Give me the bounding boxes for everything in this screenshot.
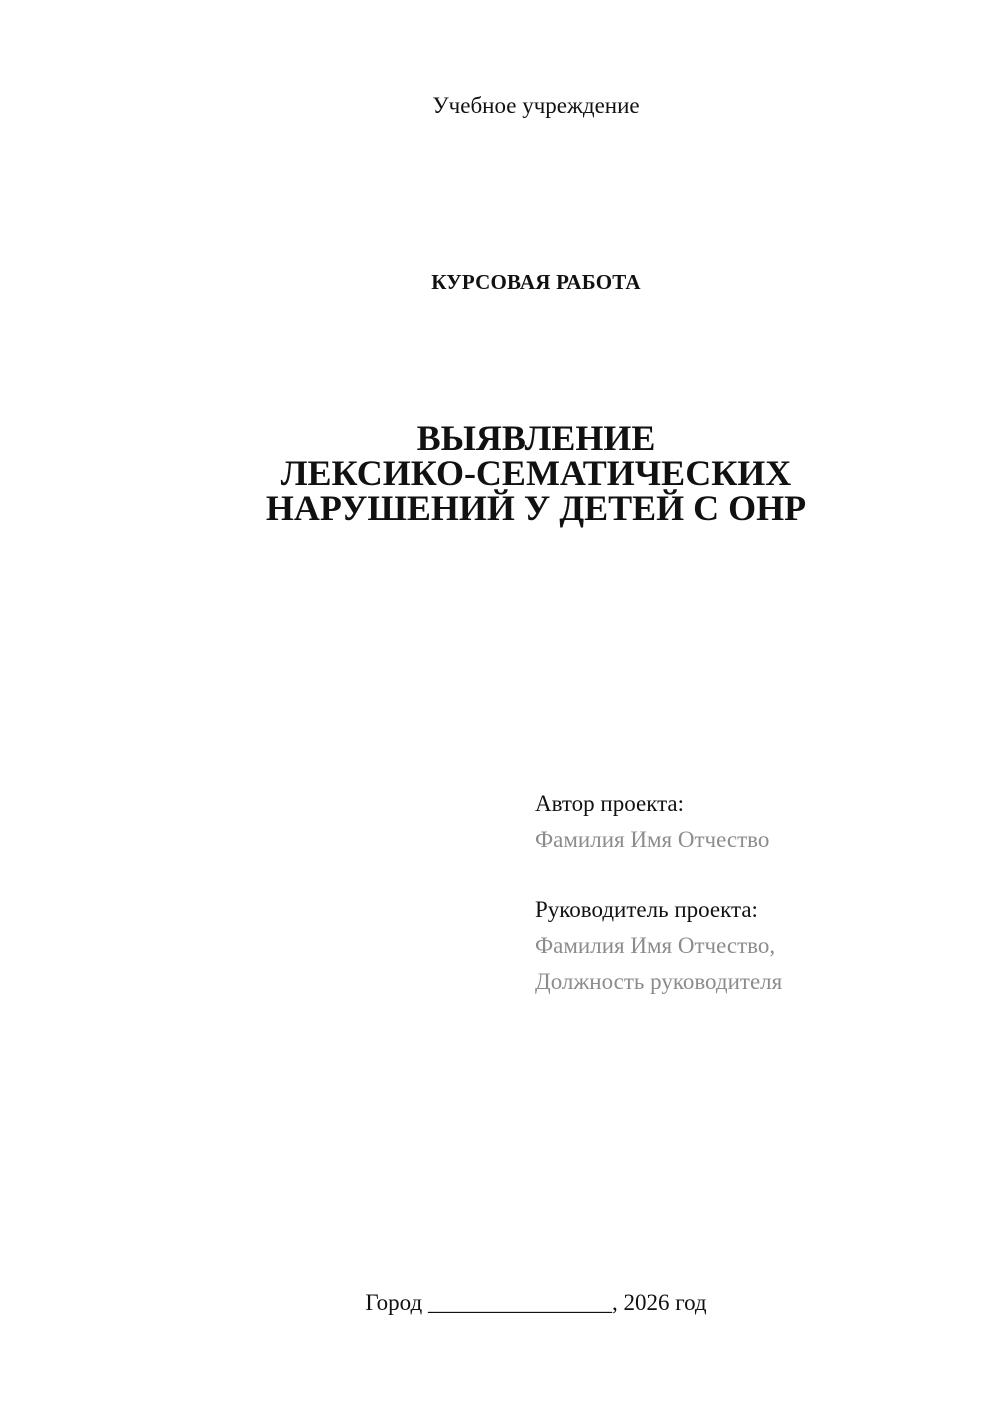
document-title	[0, 418, 1000, 528]
spacer	[535, 858, 975, 892]
title-line: ВЫЯВЛЕНИЕ	[416, 418, 656, 458]
supervisor-label: Руководитель проекта:	[535, 897, 758, 922]
author-name: Фамилия Имя Отчество	[535, 827, 770, 852]
city-year-footer: Город ________________, 2026 год	[365, 1290, 707, 1315]
author-label: Автор проекта:	[535, 791, 684, 816]
supervisor-position: Должность руководителя	[535, 969, 783, 994]
institution-name: Учебное учреждение	[432, 93, 640, 118]
title-line: ЛЕКСИКО-СЕМАТИЧЕСКИХ	[280, 453, 792, 493]
work-type-heading: КУРСОВАЯ РАБОТА	[431, 270, 641, 294]
title-line: НАРУШЕНИЙ У ДЕТЕЙ С ОНР	[265, 488, 807, 528]
authors-block	[535, 786, 975, 1000]
supervisor-name: Фамилия Имя Отчество,	[535, 933, 776, 958]
